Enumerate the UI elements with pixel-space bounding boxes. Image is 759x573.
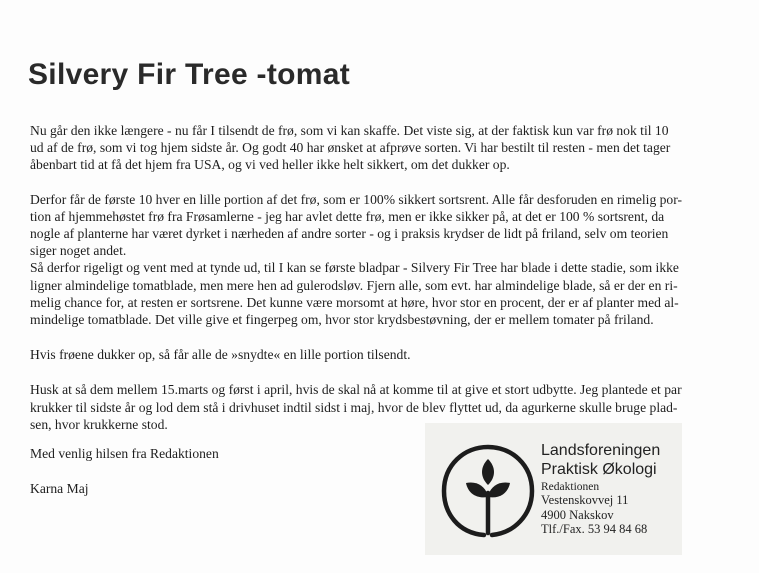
- text-line: mindelige tomatblade. Det ville give et fingerpeg om, hvor stor krydsbestøvning, der er mellem tomater på friland.: [30, 312, 654, 328]
- paragraph-2: [30, 191, 710, 329]
- text-line: melig chance for, at resten er sortsrene. Det kunne være morsomt at høre, hvor stor en procent, der er af planter med al-: [30, 294, 679, 310]
- paragraph-gap: [30, 174, 710, 191]
- text-line: Nu går den ikke længere - nu får I tilsendt de frø, som vi kan skaffe. Det viste sig, at der faktisk kun var frø nok til 10: [30, 123, 669, 138]
- text-line: siger noget andet.: [30, 243, 127, 259]
- stamp-street: Vestenskovvej 11: [541, 493, 629, 507]
- letter-body: [30, 122, 710, 433]
- leaf-sprout-circle-icon: [440, 443, 536, 539]
- paragraph-3: [30, 346, 710, 363]
- text-line: sen, hvor krukkerne stod.: [30, 416, 168, 432]
- text-line: Derfor får de første 10 hver en lille portion af det frø, som er 100% sikkert sortsrent. Alle får desforuden en rimelig por-: [30, 191, 683, 207]
- stamp-department: Redaktionen: [541, 481, 600, 493]
- stamp-org-line1: Landsforeningen: [541, 442, 661, 459]
- text-line: ud af de frø, som vi tog hjem sidste år. Og godt 40 har ønsket at afprøve sorten. Vi har bestilt til resten - men det tager: [30, 140, 671, 156]
- text-line: ligner almindelige tomatblade, men mere hen ad gulerodsløv. Fjern alle, som evt. har almindelige blade, så er der en ri-: [30, 277, 678, 293]
- stamp-city: 4900 Nakskov: [541, 508, 614, 522]
- text-line: nogle af planterne har været dyrket i nærheden af andre sorter - og i praksis krydser de lidt på friland, selv om teorien: [30, 226, 669, 242]
- signature-name: Karna Maj: [30, 481, 89, 496]
- stamp-org-line2: Praktisk Økologi: [541, 461, 657, 478]
- paragraph-gap: [30, 363, 710, 381]
- closing-greeting: Med venlig hilsen fra Redaktionen: [30, 446, 219, 461]
- text-line: Husk at så dem mellem 15.marts og først i april, hvis de skal nå at komme til at give et stort udbytte. Jeg plantede et par: [30, 382, 682, 398]
- document-title: Silvery Fir Tree -tomat: [28, 58, 351, 91]
- paragraph-1: [30, 122, 710, 174]
- paragraph-gap: [30, 328, 710, 346]
- text-line: Så derfor rigeligt og vent med at tynde ud, til I kan se første bladpar - Silvery Fir Tree har blade i dette stadie, som ikke: [30, 260, 679, 276]
- stamp-phone: Tlf./Fax. 53 94 84 68: [541, 522, 648, 536]
- text-line: Hvis frøene dukker op, så får alle de »snydte« en lille portion tilsendt.: [30, 347, 411, 363]
- text-line: krukker til sidste år og lod dem stå i drivhuset indtil sidst i maj, hvor de blev flyttet ud, da agurkerne skulle bruge plad-: [30, 399, 678, 415]
- text-line: åbenbart tid at få det hjem fra USA, og vi ved heller ikke helt sikkert, om det dukker op.: [30, 157, 510, 173]
- text-line: tion af hjemmehøstet frø fra Frøsamlerne - jeg har avlet dette frø, men er ikke sikker på, at det er 100 % sortsrent, da: [30, 208, 665, 224]
